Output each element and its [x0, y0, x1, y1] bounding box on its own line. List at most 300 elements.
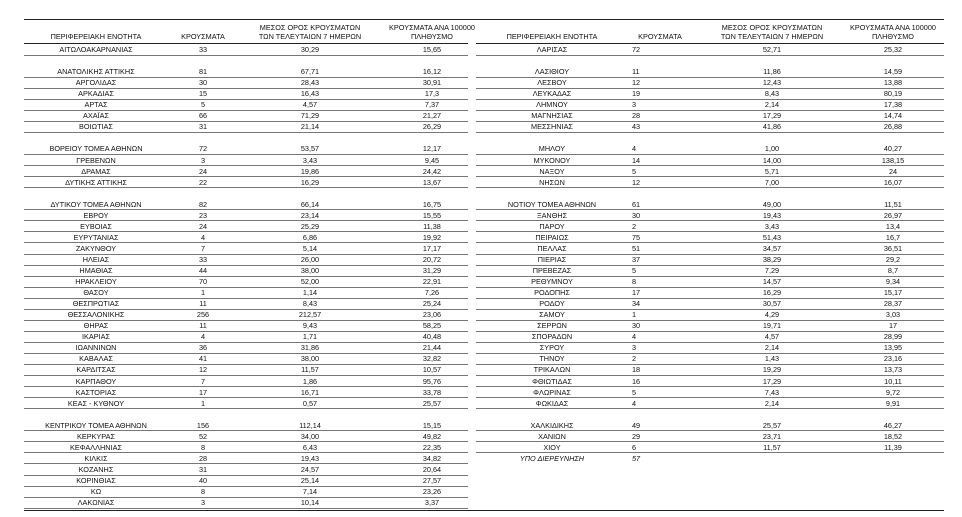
region-name: ΔΥΤΙΚΟΥ ΤΟΜΕΑ ΑΘΗΝΩΝ [50, 199, 142, 209]
cases-value: 8 [200, 487, 206, 496]
per100k-value: 23,16 [883, 354, 903, 364]
avg7-value: 1,14 [302, 288, 318, 298]
cases-value: 52 [198, 431, 208, 441]
region-name: ΦΩΚΙΔΑΣ [535, 398, 569, 408]
per100k-value: 16,75 [422, 199, 442, 209]
region-name: ΣΥΡΟΥ [539, 343, 565, 353]
cases-value: 28 [198, 453, 208, 463]
per100k-value: 13,67 [422, 177, 442, 187]
cases-value: 12 [632, 78, 641, 88]
header-per100k-right: ΚΡΟΥΣΜΑΤΑ ΑΝΑ 100000 ΠΛΗΘΥΣΜΟ [850, 23, 936, 41]
avg7-value: 4,57 [302, 100, 318, 110]
row-rule [24, 508, 468, 509]
table-bottom-rule [24, 510, 944, 511]
avg7-value: 16,29 [762, 288, 782, 298]
region-name: ΝΟΤΙΟΥ ΤΟΜΕΑ ΑΘΗΝΩΝ [507, 199, 597, 209]
cases-value: 57 [632, 453, 641, 463]
per100k-value: 19,92 [422, 232, 442, 242]
avg7-value: 30,57 [762, 299, 782, 309]
per100k-value: 20,64 [422, 464, 442, 474]
avg7-value: 2,14 [764, 398, 780, 408]
cases-value: 30 [632, 210, 641, 220]
cases-value: 36 [198, 343, 208, 353]
region-name: ΛΑΚΩΝΙΑΣ [77, 498, 115, 508]
region-name: ΚΕΑΣ - ΚΥΘΝΟΥ [67, 398, 125, 408]
per100k-value: 25,32 [883, 45, 903, 54]
per100k-value: 17,38 [883, 100, 903, 110]
cases-value: 11 [632, 67, 640, 77]
per100k-value: 27,57 [422, 475, 442, 485]
avg7-value: 25,14 [300, 475, 320, 485]
row-rule [24, 187, 468, 188]
cases-value: 14 [632, 155, 641, 165]
region-name: ΝΗΣΩΝ [539, 177, 565, 187]
avg7-value: 52,71 [762, 45, 782, 54]
avg7-value: 38,00 [300, 266, 320, 275]
region-name: ΞΑΝΘΗΣ [536, 210, 568, 220]
cases-value: 1 [200, 288, 206, 298]
region-name: ΒΟΙΩΤΙΑΣ [79, 122, 113, 132]
per100k-value: 22,91 [422, 277, 442, 287]
per100k-value: 13,88 [883, 78, 903, 88]
cases-value: 72 [632, 45, 641, 54]
avg7-value: 34,57 [762, 243, 782, 253]
per100k-value: 11,39 [884, 442, 902, 452]
region-name: ΖΑΚΥΝΘΟΥ [75, 243, 117, 253]
avg7-value: 71,29 [300, 111, 320, 121]
region-name: ΕΒΡΟΥ [83, 210, 109, 220]
region-name: ΣΑΜΟΥ [539, 310, 565, 320]
avg7-value: 34,00 [300, 431, 320, 441]
cases-value: 156 [196, 420, 210, 430]
avg7-value: 14,57 [762, 277, 782, 287]
per100k-value: 40,27 [883, 144, 903, 154]
region-name: ΔΥΤΙΚΗΣ ΑΤΤΙΚΗΣ [65, 177, 127, 187]
region-name: ΑΧΑΪΑΣ [82, 111, 109, 121]
header-per100k-left: ΚΡΟΥΣΜΑΤΑ ΑΝΑ 100000 ΠΛΗΘΥΣΜΟ [389, 23, 475, 41]
avg7-value: 7,00 [764, 177, 780, 187]
cases-value: 17 [198, 387, 208, 397]
region-name: ΜΗΛΟΥ [538, 144, 566, 154]
region-name: ΓΡΕΒΕΝΩΝ [76, 155, 116, 165]
cases-value: 31 [198, 464, 208, 474]
cases-value: 8 [200, 442, 206, 452]
region-name: ΣΠΟΡΑΔΩΝ [531, 332, 573, 342]
cases-value: 44 [198, 266, 208, 275]
per100k-value: 26,97 [883, 210, 903, 220]
cases-value: 3 [632, 100, 637, 110]
per100k-value: 3,03 [885, 310, 901, 320]
cases-value: 18 [632, 365, 641, 375]
avg7-value: 7,43 [764, 387, 780, 397]
row-rule [24, 176, 468, 177]
region-name: ΚΕΡΚΥΡΑΣ [76, 431, 116, 441]
cases-value: 31 [198, 122, 208, 132]
cases-value: 5 [632, 166, 637, 176]
per100k-value: 14,74 [883, 111, 903, 121]
per100k-value: 23,06 [422, 310, 442, 320]
avg7-value: 4,57 [764, 332, 780, 342]
avg7-value: 51,43 [762, 232, 782, 242]
per100k-value: 95,76 [422, 376, 442, 386]
row-rule [24, 386, 468, 387]
per100k-value: 23,26 [422, 487, 442, 496]
avg7-value: 11,57 [301, 365, 319, 375]
header-region-left: ΠΕΡΙΦΕΡΕΙΑΚΗ ΕΝΟΤΗΤΑ [50, 32, 142, 41]
row-rule [476, 397, 944, 398]
avg7-value: 6,43 [302, 442, 318, 452]
avg7-value: 1,86 [302, 376, 318, 386]
cases-value: 8 [632, 277, 637, 287]
region-name: ΚΕΝΤΡΙΚΟΥ ΤΟΜΕΑ ΑΘΗΝΩΝ [45, 420, 147, 430]
cases-value: 28 [632, 111, 641, 121]
per100k-value: 138,15 [881, 155, 905, 165]
cases-value: 5 [200, 100, 206, 110]
row-rule [476, 154, 944, 155]
region-name: ΗΜΑΘΙΑΣ [79, 266, 113, 275]
region-name: ΚΑΡΔΙΤΣΑΣ [76, 365, 116, 375]
region-name: ΔΡΑΜΑΣ [81, 166, 111, 176]
avg7-value: 19,43 [300, 453, 320, 463]
region-name: ΡΟΔΟΠΗΣ [534, 288, 570, 298]
region-name: ΙΩΑΝΝΙΝΩΝ [75, 343, 117, 353]
cases-value: 19 [632, 89, 641, 99]
row-rule [476, 386, 944, 387]
region-name: ΜΑΓΝΗΣΙΑΣ [531, 111, 573, 121]
cases-value: 34 [632, 299, 641, 309]
region-name: ΚΙΛΚΙΣ [84, 453, 108, 463]
avg7-value: 19,43 [762, 210, 782, 220]
avg7-value: 1,00 [764, 144, 780, 154]
region-name: ΠΙΕΡΙΑΣ [537, 254, 567, 264]
avg7-value: 8,43 [764, 89, 780, 99]
region-name: ΛΕΣΒΟΥ [537, 78, 567, 88]
region-name: ΑΡΓΟΛΙΔΑΣ [75, 78, 117, 88]
per100k-value: 24,42 [422, 166, 442, 176]
region-name: ΡΕΘΥΜΝΟΥ [531, 277, 573, 287]
avg7-value: 3,43 [764, 221, 780, 231]
row-rule [24, 408, 468, 409]
per100k-value: 58,25 [422, 321, 442, 331]
region-name: ΜΥΚΟΝΟΥ [533, 155, 571, 165]
avg7-value: 23,14 [300, 210, 320, 220]
region-name: ΑΙΤΩΛΟΑΚΑΡΝΑΝΙΑΣ [59, 45, 133, 54]
region-name: ΠΕΙΡΑΙΩΣ [535, 232, 569, 242]
cases-value: 2 [632, 354, 637, 364]
per100k-value: 3,37 [424, 498, 440, 508]
cases-value: 23 [198, 210, 208, 220]
per100k-value: 16,7 [885, 232, 901, 242]
row-rule [24, 55, 468, 56]
per100k-value: 80,19 [883, 89, 903, 99]
region-name: ΡΟΔΟΥ [539, 299, 565, 309]
header-cases-left: ΚΡΟΥΣΜΑΤΑ [181, 32, 225, 41]
per100k-value: 15,55 [422, 210, 442, 220]
avg7-value: 16,43 [300, 89, 320, 99]
region-name: ΠΕΛΛΑΣ [537, 243, 567, 253]
per100k-value: 31,29 [422, 266, 442, 275]
cases-value: 75 [632, 232, 641, 242]
per100k-value: 26,29 [422, 122, 442, 132]
per100k-value: 14,59 [883, 67, 903, 77]
cases-value: 66 [198, 111, 208, 121]
region-name: ΕΥΡΥΤΑΝΙΑΣ [73, 232, 119, 242]
cases-value: 4 [200, 232, 206, 242]
region-name: ΤΡΙΚΑΛΩΝ [533, 365, 571, 375]
per100k-value: 20,72 [422, 254, 442, 264]
region-name: ΦΛΩΡΙΝΑΣ [533, 387, 571, 397]
region-name: ΛΑΣΙΘΙΟΥ [534, 67, 570, 77]
cases-value: 30 [632, 321, 641, 331]
cases-value: 81 [198, 67, 208, 77]
region-name: ΝΑΞΟΥ [539, 166, 565, 176]
region-name: ΠΑΡΟΥ [539, 221, 565, 231]
per100k-value: 15,65 [422, 45, 442, 54]
cases-value: 30 [198, 78, 208, 88]
avg7-value: 7,29 [764, 266, 780, 275]
region-name: ΦΘΙΩΤΙΔΑΣ [532, 376, 572, 386]
avg7-value: 10,14 [300, 498, 320, 508]
avg7-value: 17,29 [762, 376, 782, 386]
per100k-value: 28,99 [883, 332, 903, 342]
per100k-value: 25,24 [422, 299, 442, 309]
cases-value: 4 [200, 332, 206, 342]
per100k-value: 10,57 [422, 365, 442, 375]
avg7-value: 38,00 [300, 354, 320, 364]
cases-value: 11 [199, 299, 207, 309]
region-name: ΛΕΥΚΑΔΑΣ [532, 89, 572, 99]
per100k-value: 9,91 [885, 398, 901, 408]
region-name: ΧΑΝΙΩΝ [538, 431, 566, 441]
avg7-value: 212,57 [298, 310, 322, 320]
region-name: ΚΑΒΑΛΑΣ [79, 354, 113, 364]
avg7-value: 19,29 [762, 365, 782, 375]
per100k-value: 46,27 [883, 420, 903, 430]
header-region-right: ΠΕΡΙΦΕΡΕΙΑΚΗ ΕΝΟΤΗΤΑ [506, 32, 598, 41]
region-name: ΑΡΚΑΔΙΑΣ [78, 89, 114, 99]
avg7-value: 5,71 [764, 166, 780, 176]
region-name: ΧΑΛΚΙΔΙΚΗΣ [530, 420, 574, 430]
per100k-value: 8,7 [887, 266, 899, 275]
header-rule-right [476, 43, 944, 44]
cases-value: 82 [198, 199, 208, 209]
cases-value: 7 [200, 243, 206, 253]
cases-value: 5 [632, 266, 637, 275]
row-rule [24, 154, 468, 155]
per100k-value: 15,17 [883, 288, 903, 298]
cases-value: 33 [198, 45, 208, 54]
cases-value: 70 [198, 277, 208, 287]
avg7-value: 52,00 [300, 277, 320, 287]
avg7-value: 19,71 [762, 321, 782, 331]
avg7-value: 5,14 [302, 243, 318, 253]
per100k-value: 17 [888, 321, 898, 331]
row-rule [476, 408, 944, 409]
per100k-value: 11,51 [884, 199, 902, 209]
per100k-value: 24 [888, 166, 898, 176]
avg7-value: 4,29 [764, 310, 780, 320]
cases-value: 72 [198, 144, 208, 154]
cases-value: 3 [200, 155, 206, 165]
region-name: ΗΛΕΙΑΣ [82, 254, 110, 264]
cases-value: 4 [632, 398, 637, 408]
avg7-value: 16,71 [300, 387, 320, 397]
avg7-value: 41,86 [762, 122, 782, 132]
avg7-value: 2,14 [764, 100, 780, 110]
per100k-value: 26,88 [883, 122, 903, 132]
avg7-value: 8,43 [302, 299, 318, 309]
per100k-value: 15,15 [422, 420, 442, 430]
avg7-value: 6,86 [302, 232, 318, 242]
avg7-value: 11,57 [763, 442, 781, 452]
avg7-value: 1,43 [764, 354, 780, 364]
row-rule [476, 55, 944, 56]
header-avg7-left: ΜΕΣΟΣ ΟΡΟΣ ΚΡΟΥΣΜΑΤΩΝ ΤΩΝ ΤΕΛΕΥΤΑΙΩΝ 7 ΗΜΕΡΩΝ [258, 23, 362, 41]
avg7-value: 25,57 [762, 420, 782, 430]
avg7-value: 0,57 [302, 398, 318, 408]
region-name: ΚΩ [90, 487, 102, 496]
cases-value: 22 [198, 177, 208, 187]
cases-value: 43 [632, 122, 641, 132]
row-rule [476, 176, 944, 177]
cases-value: 12 [632, 177, 641, 187]
cases-value: 6 [632, 442, 637, 452]
per100k-value: 9,34 [885, 277, 901, 287]
avg7-value: 11,86 [763, 67, 781, 77]
avg7-value: 3,43 [302, 155, 318, 165]
per100k-value: 16,12 [422, 67, 442, 77]
per100k-value: 21,27 [422, 111, 442, 121]
region-name: ΚΑΣΤΟΡΙΑΣ [75, 387, 117, 397]
avg7-value: 19,86 [300, 166, 320, 176]
region-name: ΚΑΡΠΑΘΟΥ [75, 376, 117, 386]
avg7-value: 7,14 [302, 487, 318, 496]
header-avg7-right: ΜΕΣΟΣ ΟΡΟΣ ΚΡΟΥΣΜΑΤΩΝ ΤΩΝ ΤΕΛΕΥΤΑΙΩΝ 7 ΗΜΕΡΩΝ [720, 23, 824, 41]
avg7-value: 53,57 [300, 144, 320, 154]
avg7-value: 28,43 [300, 78, 320, 88]
avg7-value: 30,29 [300, 45, 320, 54]
per100k-value: 40,48 [422, 332, 442, 342]
avg7-value: 23,71 [762, 431, 782, 441]
row-rule [24, 132, 468, 133]
avg7-value: 12,43 [762, 78, 782, 88]
cases-value: 49 [632, 420, 641, 430]
per100k-value: 28,37 [883, 299, 903, 309]
region-name: ΧΙΟΥ [543, 442, 561, 452]
header-cases-right: ΚΡΟΥΣΜΑΤΑ [638, 32, 682, 41]
region-name: ΚΟΖΑΝΗΣ [78, 464, 114, 474]
region-name: ΒΟΡΕΙΟΥ ΤΟΜΕΑ ΑΘΗΝΩΝ [49, 144, 143, 154]
per100k-value: 16,07 [883, 177, 903, 187]
row-rule [476, 165, 944, 166]
cases-value: 29 [632, 431, 641, 441]
cases-value: 33 [198, 254, 208, 264]
per100k-value: 22,35 [422, 442, 442, 452]
row-rule [476, 375, 944, 376]
avg7-value: 24,57 [300, 464, 320, 474]
per100k-value: 17,17 [422, 243, 442, 253]
cases-value: 24 [198, 166, 208, 176]
cases-value: 7 [200, 376, 206, 386]
avg7-value: 9,43 [302, 321, 318, 331]
avg7-value: 31,86 [300, 343, 320, 353]
per100k-value: 13,4 [885, 221, 901, 231]
per100k-value: 9,72 [885, 387, 901, 397]
per100k-value: 7,37 [424, 100, 440, 110]
region-name: ΤΗΝΟΥ [539, 354, 565, 364]
per100k-value: 17,3 [424, 89, 440, 99]
per100k-value: 10,11 [884, 376, 902, 386]
cases-value: 2 [632, 221, 637, 231]
region-name: ΥΠΟ ΔΙΕΡΕΥΝΗΣΗ [519, 453, 585, 463]
cases-value: 11 [199, 321, 207, 331]
region-name: ΙΚΑΡΙΑΣ [81, 332, 111, 342]
header-rule-left [24, 43, 468, 44]
region-name: ΘΗΡΑΣ [83, 321, 109, 331]
avg7-value: 26,00 [300, 254, 320, 264]
avg7-value: 1,71 [302, 332, 318, 342]
cases-value: 41 [198, 354, 208, 364]
cases-value: 3 [200, 498, 206, 508]
region-name: ΜΕΣΣΗΝΙΑΣ [531, 122, 573, 132]
per100k-value: 21,44 [422, 343, 442, 353]
cases-value: 37 [632, 254, 641, 264]
per100k-value: 13,73 [883, 365, 903, 375]
avg7-value: 17,29 [762, 111, 782, 121]
avg7-value: 21,14 [300, 122, 320, 132]
region-name: ΘΕΣΣΑΛΟΝΙΚΗΣ [67, 310, 125, 320]
avg7-value: 2,14 [764, 343, 780, 353]
per100k-value: 9,45 [424, 155, 440, 165]
region-name: ΣΕΡΡΩΝ [537, 321, 567, 331]
per100k-value: 25,57 [422, 398, 442, 408]
avg7-value: 67,71 [300, 67, 320, 77]
row-rule [476, 132, 944, 133]
cases-value: 4 [632, 144, 637, 154]
cases-value: 61 [632, 199, 641, 209]
region-name: ΚΕΦΑΛΛΗΝΙΑΣ [70, 442, 122, 452]
region-name: ΠΡΕΒΕΖΑΣ [532, 266, 572, 275]
cases-value: 40 [198, 475, 208, 485]
avg7-value: 14,00 [762, 155, 782, 165]
region-name: ΚΟΡΙΝΘΙΑΣ [76, 475, 116, 485]
region-name: ΘΑΣΟΥ [83, 288, 109, 298]
cases-value: 4 [632, 332, 637, 342]
cases-value: 12 [198, 365, 208, 375]
per100k-value: 49,82 [422, 431, 442, 441]
cases-value: 15 [198, 89, 208, 99]
row-rule [24, 165, 468, 166]
per100k-value: 33,78 [422, 387, 442, 397]
cases-value: 16 [632, 376, 641, 386]
region-name: ΕΥΒΟΙΑΣ [80, 221, 112, 231]
region-name: ΛΑΡΙΣΑΣ [536, 45, 568, 54]
avg7-value: 112,14 [299, 420, 321, 430]
cases-value: 256 [196, 310, 210, 320]
region-name: ΛΗΜΝΟΥ [536, 100, 568, 110]
region-name: ΑΡΤΑΣ [84, 100, 108, 110]
per100k-value: 34,82 [422, 453, 442, 463]
region-name: ΗΡΑΚΛΕΙΟΥ [75, 277, 117, 287]
row-rule [24, 397, 468, 398]
cases-value: 1 [632, 310, 637, 320]
cases-value: 24 [198, 221, 208, 231]
per100k-value: 30,91 [422, 78, 442, 88]
avg7-value: 49,00 [762, 199, 782, 209]
cases-value: 5 [632, 387, 637, 397]
per100k-value: 29,2 [885, 254, 901, 264]
per100k-value: 18,52 [883, 431, 903, 441]
